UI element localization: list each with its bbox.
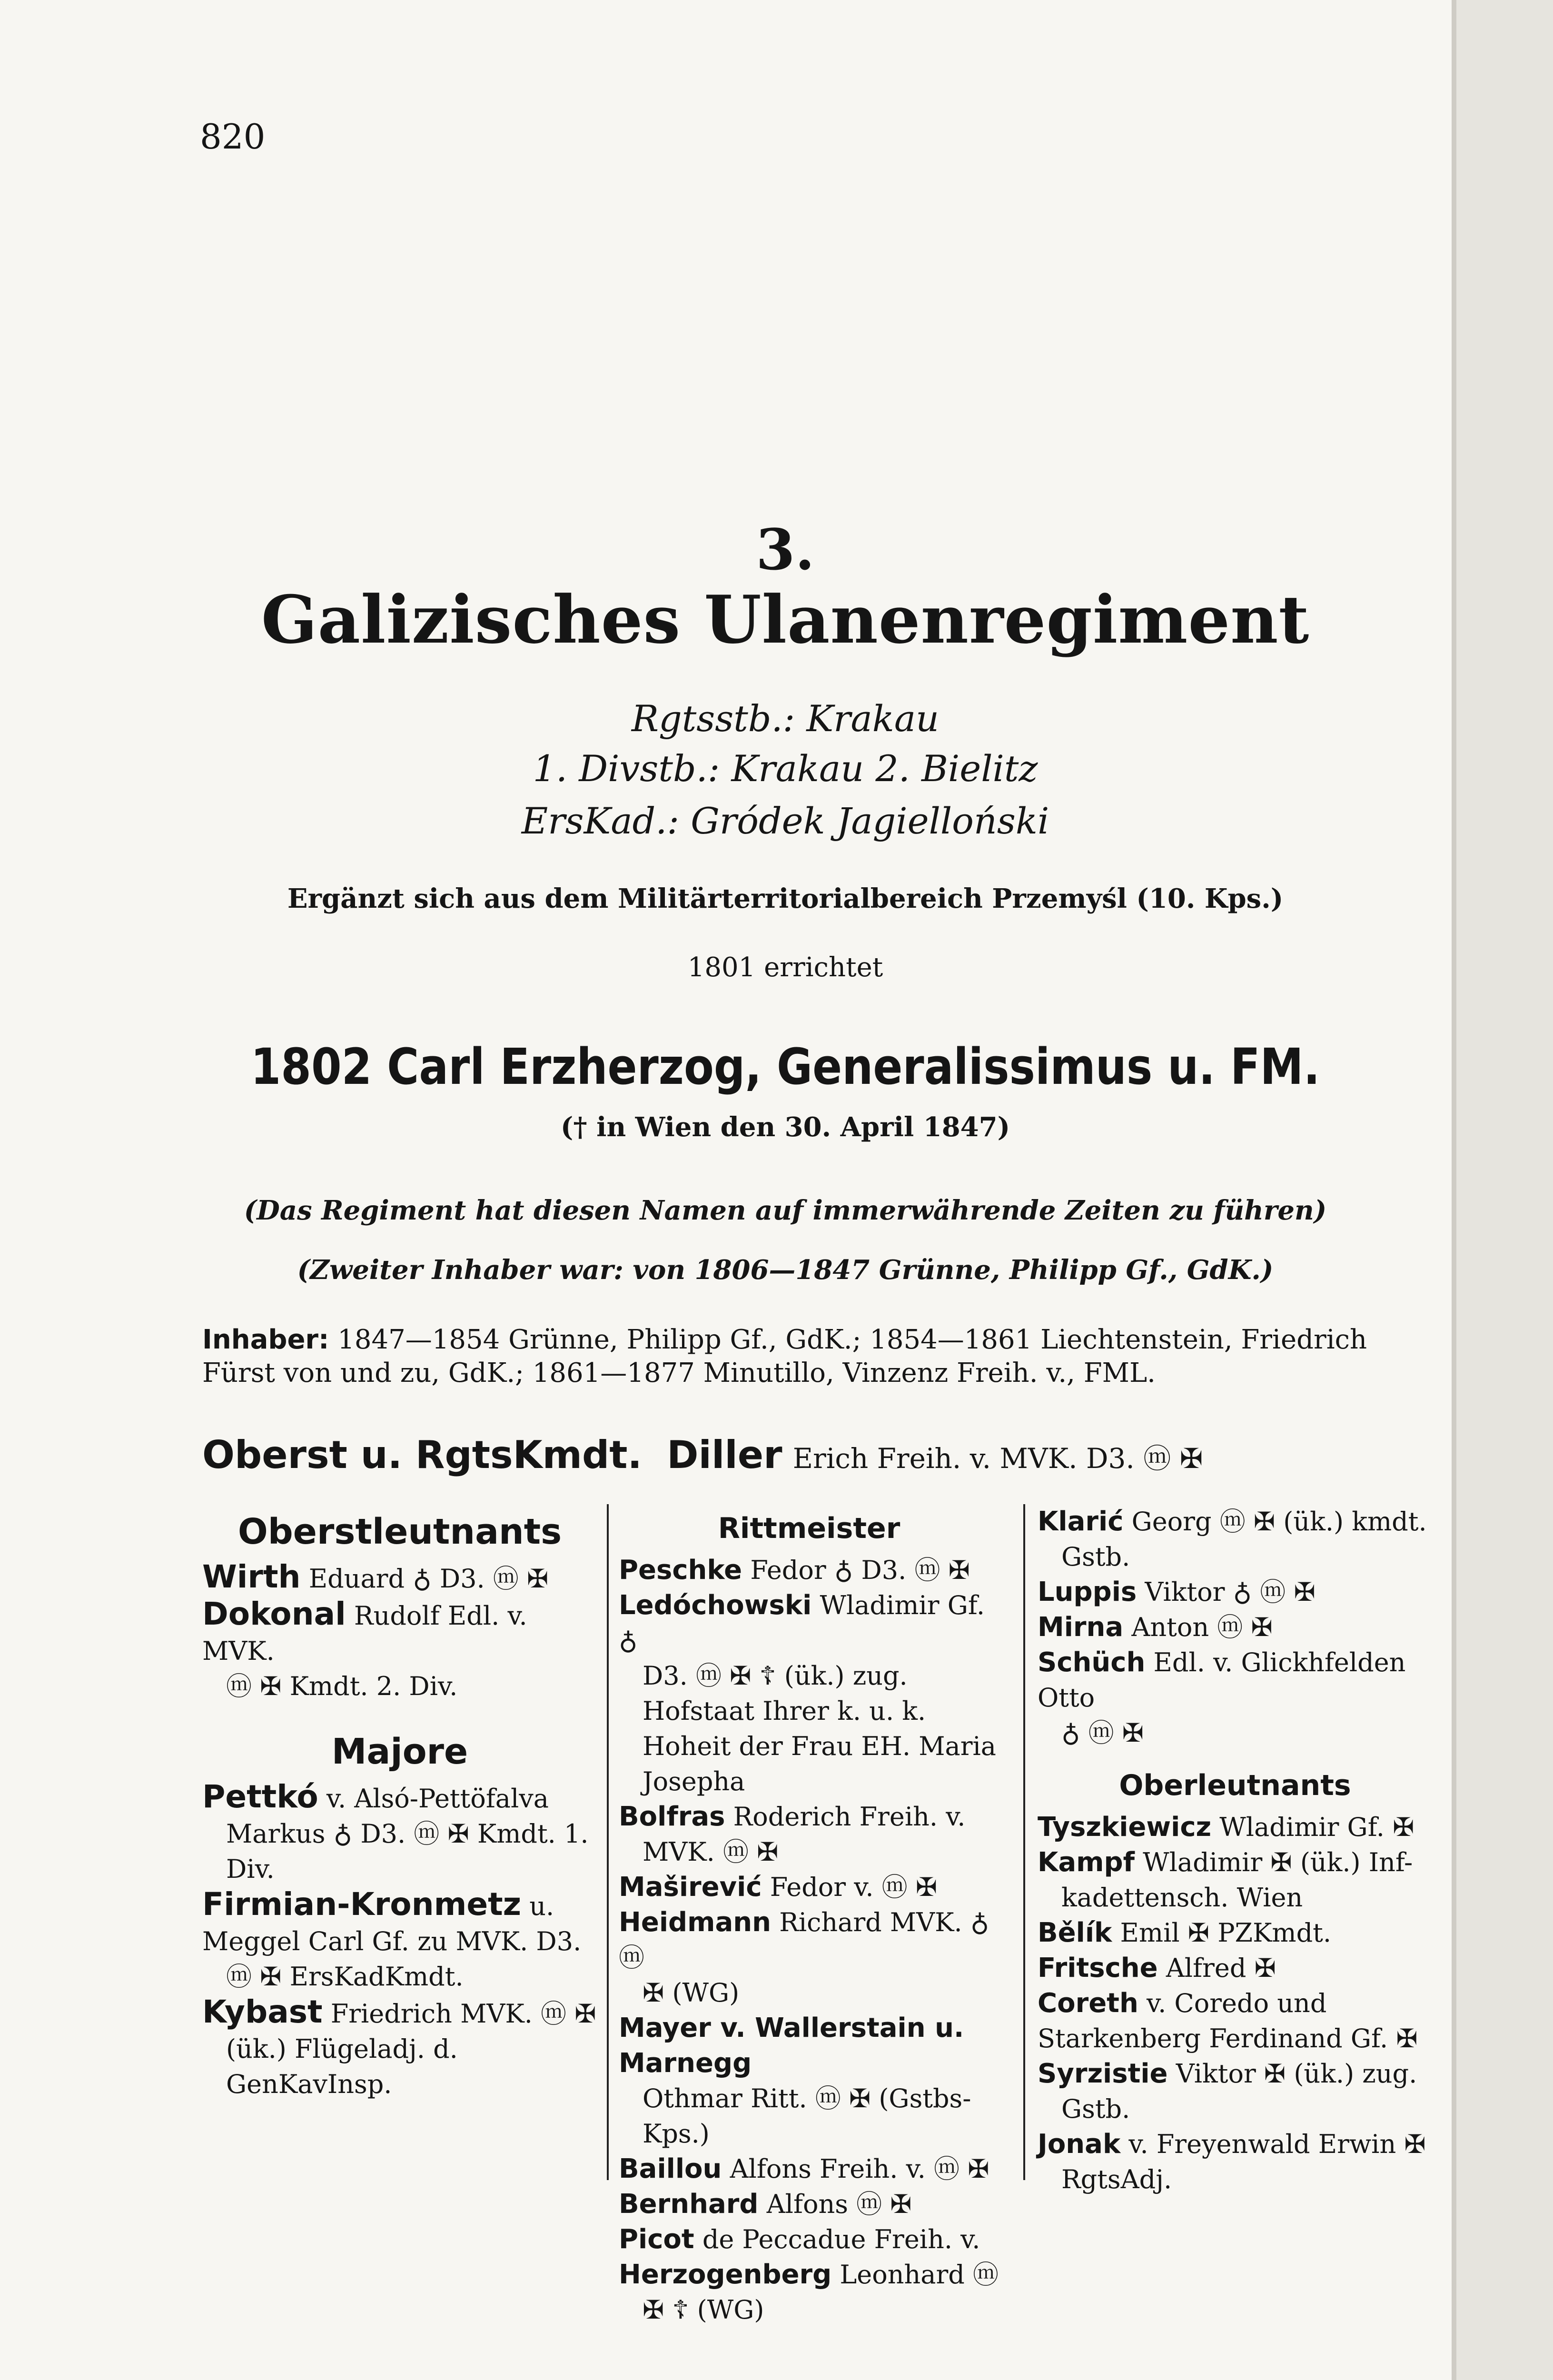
person-details-continued: D3. ⓜ ✠ ☦ (ük.) zug. Hofstaat Ihrer k. u. k. Hoheit der Frau EH. Maria Josepha: [643, 1661, 997, 1796]
page-number: 820: [200, 117, 266, 157]
person-entry: [1038, 1845, 1433, 1915]
person-details: Fedor v. ⓜ ✠: [770, 1872, 938, 1902]
column-3: [1038, 1504, 1433, 2197]
person-entry: [619, 1588, 999, 1799]
person-details: Viktor ♁ ⓜ ✠: [1145, 1577, 1316, 1607]
person-name: Bolfras: [619, 1801, 725, 1832]
person-details-continued: ♁ ⓜ ✠: [1061, 1718, 1144, 1748]
person-details-continued: RgtsAdj.: [1061, 2164, 1172, 2194]
person-details: Wladimir Gf. ✠: [1219, 1812, 1415, 1842]
person-name: Schüch: [1038, 1647, 1146, 1678]
majore-heading: Majore: [331, 1731, 468, 1772]
person-name: Bernhard: [619, 2189, 759, 2220]
person-entry: [1038, 1810, 1433, 1845]
person-details: de Peccadue Freih. v.: [702, 2224, 980, 2254]
death-line: († in Wien den 30. April 1847): [560, 1111, 1010, 1143]
person-entry: [619, 2011, 999, 2152]
oberstleutnants-heading: Oberstleutnants: [237, 1511, 562, 1552]
person-name: Tyszkiewicz: [1038, 1812, 1212, 1843]
person-entry: [1038, 1986, 1433, 2056]
commander-label: Oberst u. RgtsKmdt.: [202, 1433, 642, 1477]
person-name: Bělík: [1038, 1917, 1112, 1948]
person-name: Mayer v. Wallerstain u. Marnegg: [619, 2013, 964, 2079]
second-owner-note: (Zweiter Inhaber war: von 1806—1847 Grünne, Philipp Gf., GdK.): [297, 1254, 1274, 1286]
person-details: Leonhard ⓜ: [840, 2260, 999, 2290]
owners-text: 1847—1854 Grünne, Philipp Gf., GdK.; 1854—1861 Liechtenstein, Friedrich Fürst von und zu, GdK.; 1861—1877 Minutillo, Vinzenz Freih. v., FML.: [202, 1324, 1367, 1388]
staff-line-3: ErsKad.: Gródek Jagielloński: [521, 800, 1049, 842]
person-name: Kybast: [202, 1993, 323, 2030]
person-entry: [1038, 1951, 1433, 1986]
person-details-continued: ⓜ ✠ Kmdt. 2. Div.: [226, 1671, 458, 1701]
person-entry: [1038, 1645, 1433, 1751]
person-details: Wladimir ✠ (ük.) Inf-: [1143, 1847, 1413, 1877]
person-details-continued: ✠ (WG): [643, 1978, 740, 2008]
owners-paragraph: [202, 1323, 1440, 1390]
person-entry: [619, 2187, 999, 2222]
column-1: [202, 1504, 597, 2102]
commander-name: Diller: [667, 1433, 782, 1477]
person-entry: [202, 1597, 597, 1704]
person-entry: [619, 1553, 999, 1588]
person-details: Edl. v. Glickhfelden Otto: [1038, 1647, 1406, 1713]
person-name: Maširević: [619, 1872, 762, 1903]
person-details: Richard MVK. ♁ ⓜ: [619, 1907, 989, 1973]
person-entry: [1038, 2127, 1433, 2197]
regiment-title: Galizisches Ulanenregiment: [261, 581, 1310, 658]
person-entry: [619, 2257, 999, 2328]
namesake-line: 1802 Carl Erzherzog, Generalissimus u. FM.: [250, 1038, 1320, 1096]
person-details-continued: kadettensch. Wien: [1061, 1883, 1303, 1913]
rittmeister-heading: Rittmeister: [718, 1512, 900, 1545]
person-details: Friedrich MVK. ⓜ ✠: [330, 1999, 596, 2029]
person-details: Georg ⓜ ✠ (ük.) kmdt.: [1131, 1507, 1427, 1537]
person-details: v. Alsó-Pettöfalva: [326, 1784, 549, 1814]
top-list: [1038, 1504, 1433, 1751]
person-name: Jonak: [1038, 2129, 1121, 2160]
column-divider-1: [607, 1504, 609, 2180]
person-name: Fritsche: [1038, 1953, 1158, 1983]
person-name: Wirth: [202, 1558, 301, 1595]
person-details: Alfons Freih. v. ⓜ ✠: [730, 2154, 989, 2184]
person-name: Kampf: [1038, 1847, 1135, 1878]
staff-line-1: Rgtsstb.: Krakau: [631, 697, 940, 740]
person-name: Herzogenberg: [619, 2259, 832, 2290]
founded-line: 1801 errichtet: [687, 952, 883, 983]
person-name: Ledóchowski: [619, 1590, 812, 1621]
person-entry: [619, 2222, 999, 2257]
person-name: Firmian-Kronmetz: [202, 1886, 522, 1923]
person-name: Coreth: [1038, 1988, 1138, 2019]
oberleutnants-heading: Oberleutnants: [1119, 1769, 1351, 1802]
person-entry: [202, 1994, 597, 2102]
person-details-continued: MVK. ⓜ ✠: [643, 1837, 779, 1867]
regiment-number: 3.: [756, 516, 815, 583]
column-divider-2: [1023, 1504, 1025, 2180]
commander-line: [202, 1433, 1203, 1477]
person-details: v. Freyenwald Erwin ✠: [1128, 2129, 1426, 2159]
person-details: Alfons ⓜ ✠: [766, 2189, 912, 2219]
person-entry: [1038, 1610, 1433, 1645]
person-entry: [1038, 1504, 1433, 1575]
majore-list: [202, 1779, 597, 2102]
person-details: Fedor ♁ D3. ⓜ ✠: [750, 1555, 970, 1585]
person-name: Luppis: [1038, 1577, 1137, 1607]
person-details: Emil ✠ PZKmdt.: [1120, 1918, 1332, 1948]
person-details: Alfred ✠: [1166, 1953, 1276, 1983]
person-name: Mirna: [1038, 1612, 1124, 1643]
person-entry: [619, 1905, 999, 2011]
person-name: Heidmann: [619, 1907, 772, 1938]
person-entry: [202, 1887, 597, 1994]
person-details: Viktor ✠ (ük.) zug.: [1176, 2059, 1417, 2089]
person-details-continued: Gstb.: [1061, 2094, 1130, 2124]
person-details-continued: Markus ♁ D3. ⓜ ✠ Kmdt. 1. Div.: [226, 1819, 589, 1884]
owners-label: Inhaber:: [202, 1324, 329, 1355]
person-entry: [1038, 1575, 1433, 1610]
commander-rest: Erich Freih. v. MVK. D3. ⓜ ✠: [792, 1442, 1203, 1475]
rittmeister-list: [619, 1553, 999, 2328]
person-details: Rudolf Edl. v. MVK.: [202, 1601, 527, 1666]
person-name: Peschke: [619, 1555, 742, 1586]
person-entry: [619, 1799, 999, 1870]
staff-line-2: 1. Divstb.: Krakau 2. Bielitz: [533, 747, 1038, 790]
person-details: u. Meggel Carl Gf. zu MVK. D3.: [202, 1891, 582, 1956]
person-details: Wladimir Gf. ♁: [619, 1590, 985, 1656]
person-entry: [1038, 1915, 1433, 1951]
person-entry: [619, 2152, 999, 2187]
person-name: Baillou: [619, 2153, 722, 2184]
person-details-continued: ✠ ☦ (WG): [643, 2295, 764, 2325]
column-2: [619, 1504, 999, 2328]
person-details: Roderich Freih. v.: [733, 1802, 966, 1832]
person-details-continued: Othmar Ritt. ⓜ ✠ (Gstbs-Kps.): [643, 2083, 971, 2149]
person-entry: [1038, 2056, 1433, 2127]
person-entry: [619, 1870, 999, 1905]
person-name: Pettkó: [202, 1778, 318, 1815]
person-details: v. Coredo und Starkenberg Ferdinand Gf. ✠: [1038, 1988, 1418, 2053]
person-name: Dokonal: [202, 1596, 346, 1632]
person-name: Klarić: [1038, 1506, 1124, 1537]
person-name: Syrzistie: [1038, 2058, 1168, 2089]
person-details-continued: Gstb.: [1061, 1542, 1130, 1572]
person-entry: [202, 1779, 597, 1887]
page-edge: [1456, 0, 1553, 2380]
oberstleutnants-list: [202, 1559, 597, 1704]
person-name: Picot: [619, 2224, 694, 2255]
person-details-continued: (ük.) Flügeladj. d. GenKavInsp.: [226, 2034, 458, 2099]
person-details: Anton ⓜ ✠: [1131, 1612, 1273, 1642]
person-details-continued: ⓜ ✠ ErsKadKmdt.: [226, 1962, 464, 1992]
oberleutnants-list: [1038, 1810, 1433, 2197]
person-entry: [202, 1559, 597, 1597]
person-details: Eduard ♁ D3. ⓜ ✠: [308, 1564, 549, 1594]
name-note: (Das Regiment hat diesen Namen auf immerwährende Zeiten zu führen): [244, 1195, 1327, 1226]
recruitment-line: Ergänzt sich aus dem Militärterritorialbereich Przemyśl (10. Kps.): [287, 883, 1284, 914]
